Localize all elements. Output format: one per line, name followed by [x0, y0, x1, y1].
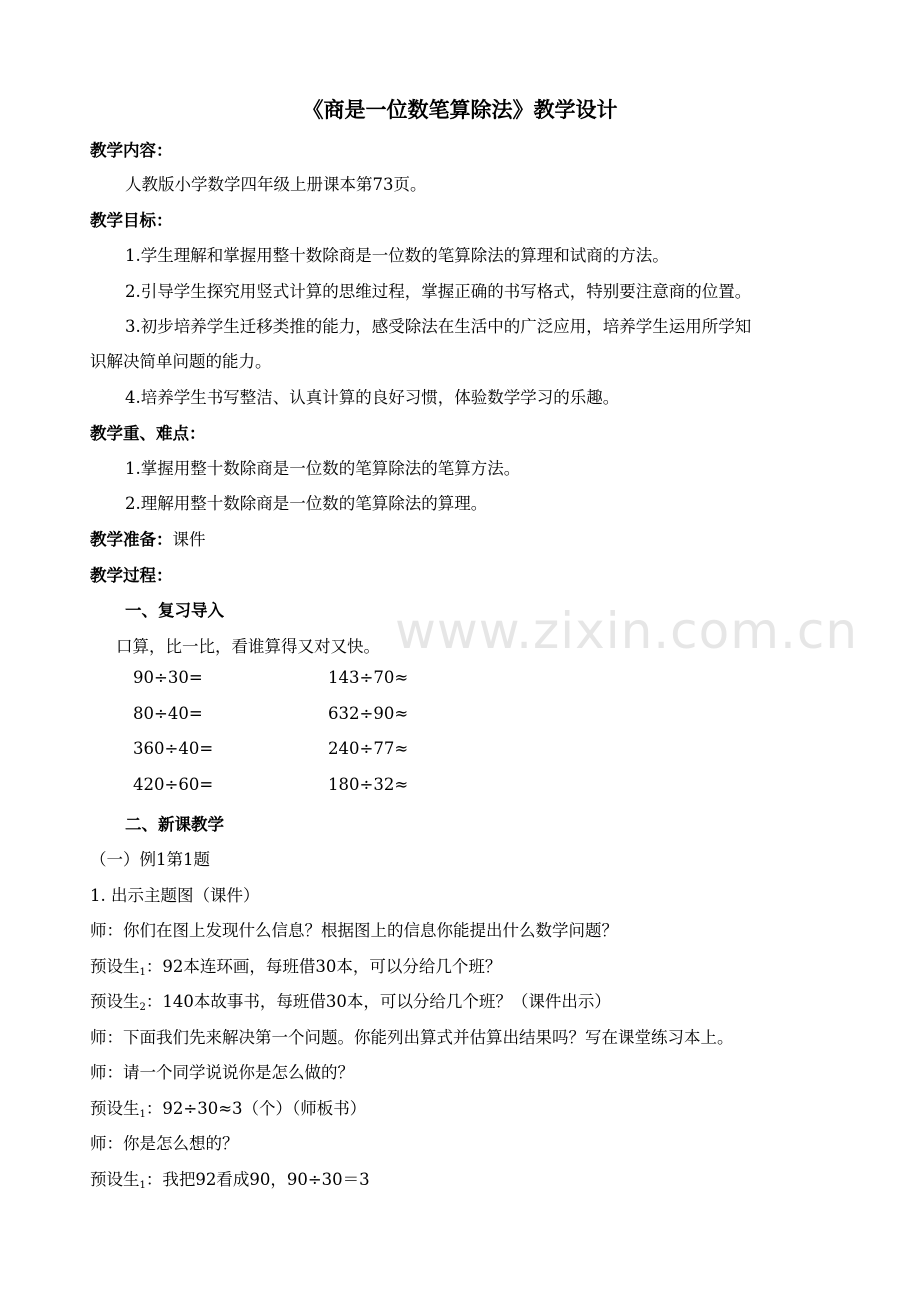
section-review-heading: 一、复习导入: [125, 601, 224, 620]
teacher-line: 师：你是怎么想的？: [90, 1134, 239, 1153]
student-index: 1: [139, 967, 146, 978]
student-text: ：92本连环画，每班借30本，可以分给几个班？: [145, 957, 502, 976]
key-point-item: 1.掌握用整十数除商是一位数的笔算除法的笔算方法。: [125, 459, 521, 478]
exercise-right: 240÷77≈: [328, 739, 409, 758]
student-text: ：92÷30≈3（个）（师板书）: [145, 1099, 367, 1118]
student-label: 预设生: [90, 957, 140, 976]
example-label: （一）例1第1题: [90, 850, 210, 869]
watermark: www.zixin.com.cn: [395, 602, 859, 660]
goals-heading: 教学目标：: [90, 211, 173, 230]
goal-item: 3.初步培养学生迁移类推的能力，感受除法在生活中的广泛应用，培养学生运用所学知: [125, 317, 752, 336]
goal-item: 2.引导学生探究用竖式计算的思维过程，掌握正确的书写格式，特别要注意商的位置。: [125, 282, 752, 301]
exercise-right: 143÷70≈: [328, 668, 409, 687]
goal-item-continuation: 识解决简单问题的能力。: [90, 352, 272, 371]
student-label: 预设生: [90, 992, 140, 1011]
exercise-left: 80÷40=: [133, 704, 203, 723]
student-line: [90, 1166, 370, 1191]
document-title: 《商是一位数笔算除法》教学设计: [302, 98, 618, 122]
exercise-left: 420÷60=: [133, 775, 214, 794]
student-line: [90, 988, 611, 1013]
teacher-line: 师：你们在图上发现什么信息？根据图上的信息你能提出什么数学问题？: [90, 921, 618, 940]
preparation-line: [90, 526, 206, 550]
key-point-item: 2.理解用整十数除商是一位数的笔算除法的算理。: [125, 494, 488, 513]
section-new-lesson-heading: 二、新课教学: [125, 815, 224, 834]
content-heading: 教学内容：: [90, 141, 173, 160]
exercise-left: 360÷40=: [133, 739, 214, 758]
student-text: ：我把92看成90，90÷30＝3: [145, 1170, 370, 1189]
teacher-line: 师：请一个同学说说你是怎么做的？: [90, 1063, 354, 1082]
student-label: 预设生: [90, 1099, 140, 1118]
key-points-heading: 教学重、难点：: [90, 424, 206, 443]
student-line: [90, 953, 501, 978]
student-text: ：140本故事书，每班借30本，可以分给几个班？（课件出示）: [145, 992, 611, 1011]
student-index: 1: [139, 1180, 146, 1191]
student-label: 预设生: [90, 1170, 140, 1189]
goal-item: 4.培养学生书写整洁、认真计算的良好习惯，体验数学学习的乐趣。: [125, 388, 620, 407]
preparation-heading: 教学准备：: [90, 530, 173, 549]
goal-item: 1.学生理解和掌握用整十数除商是一位数的笔算除法的算理和试商的方法。: [125, 246, 669, 265]
content-text: 人教版小学数学四年级上册课本第73页。: [125, 175, 427, 194]
exercise-right: 632÷90≈: [328, 704, 409, 723]
oral-intro: 口算，比一比，看谁算得又对又快。: [116, 637, 380, 656]
student-index: 1: [139, 1109, 146, 1120]
process-heading: 教学过程：: [90, 566, 173, 585]
student-index: 2: [139, 1002, 146, 1013]
teacher-line: 师：下面我们先来解决第一个问题。你能列出算式并估算出结果吗？写在课堂练习本上。: [90, 1028, 734, 1047]
exercise-left: 90÷30=: [133, 668, 203, 687]
step-label: 1. 出示主题图（课件）: [90, 886, 260, 905]
exercise-right: 180÷32≈: [328, 775, 409, 794]
student-line: [90, 1095, 366, 1120]
preparation-text: 课件: [172, 530, 206, 549]
